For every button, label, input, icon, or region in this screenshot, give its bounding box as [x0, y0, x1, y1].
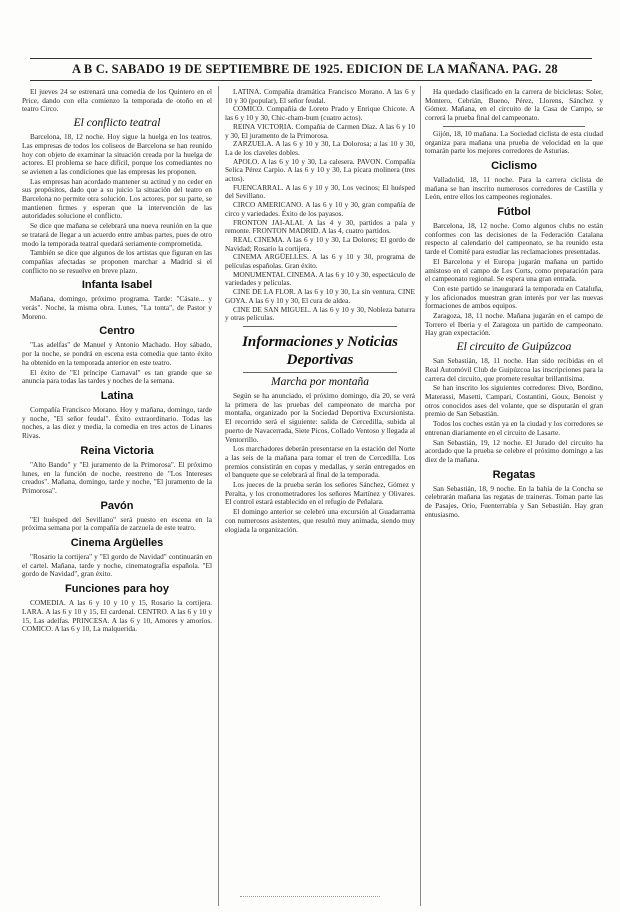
- listing: COMICO. Compañía de Loreto Prado y Enrique Chicote. A las 6 y 10 y 30, Chic-cham-bum (cuatro actos).: [225, 104, 415, 123]
- paragraph: Mañana, domingo, próximo programa. Tarde: "Cásate... y verás". Noche, la misma obra. Lunes, "La tonta", de Pastor y Moreno.: [22, 294, 212, 321]
- paragraph: San Sebastián, 18, 9 noche. En la bahía de la Concha se celebrarán mañana las regatas de traineras. Toman parte las de Pasajes, Orio, Fuenterrabía y San Sebastián. Hay gran entusiasmo.: [425, 483, 603, 519]
- paragraph: El domingo anterior se celebró una excursión al Guadarrama con numerosos asistentes, que resultó muy animada, siendo muy elogiada la organización.: [225, 507, 415, 534]
- paragraph: El éxito de "El príncipe Carnaval" es tan grande que se anuncia para todas las tardes y noches de la semana.: [22, 367, 212, 386]
- paragraph: "Rosario la cortijera" y "El gordo de Navidad" continuarán en el cartel. Mañana, tarde y noche, cinematografía española. "El gordo de Navidad", gran éxito.: [22, 552, 212, 579]
- header-bottom-rule: [30, 80, 592, 81]
- paragraph: Ha quedado clasificado en la carrera de bicicletas: Soler, Montero, Cebrián, Bueno, Pérez, Llorens, Sánchez y Gómez. Mañana, en el circuito de la Casa de Campo, se correrá la prueba final del campeonato.: [425, 88, 603, 123]
- section-title: Reina Victoria: [80, 444, 154, 457]
- section-title: El circuito de Guipúzcoa: [456, 341, 572, 354]
- paragraph: "Alto Bando" y "El juramento de la Primorosa". El próximo lunes, en la función de noche, reestreno de "Los Intereses creados". Mañana, domingo, tarde y noche, "El juramento de la Primorosa".: [22, 459, 212, 495]
- paragraph: Los jueces de la prueba serán los señores Sánchez, Gómez y Peralta, y los cronometradores los señores Martínez y Olivares. El control estará establecido en el refugio de Peñalara.: [225, 480, 415, 507]
- paragraph: Según se ha anunciado, el próximo domingo, día 20, se verá la primera de las pruebas del campeonato de marcha por montaña, organizado por la Sociedad Deportiva Excursionista. El recorrido será el siguiente: salida de Cercedilla, subida al puerto de Navacerrada, Siete Picos, Collado Ventoso y llegada al Ventorrillo.: [225, 390, 415, 444]
- listing: CINE DE SAN MIGUEL. A las 6 y 10 y 30, Nobleza baturra y otras películas.: [225, 304, 415, 323]
- divider: [443, 126, 585, 127]
- section-title: Fútbol: [497, 206, 531, 219]
- listing: FRONTON JAI-ALAI. A las 4 y 30, partidos a pala y remonte. FRONTON MADRID. A las 4, cuatro partidos.: [225, 217, 415, 236]
- paragraph: Barcelona, 18, 12 noche. Como algunos clubs no están conformes con las decisiones de la Federación Catalana respecto al calendario del campeonato, se ha reunido esta tarde el Comité para estudiar las reclamaciones presentadas.: [425, 221, 603, 257]
- listing: MONUMENTAL CINEMA. A las 6 y 10 y 30, espectáculo de variedades y películas.: [225, 269, 415, 288]
- divider: [243, 326, 397, 327]
- paragraph: El jueves 24 se estrenará una comedia de los Quintero en el Price, dando con ella comienzo la temporada de otoño en el teatro Circo.: [22, 88, 212, 114]
- paragraph: San Sebastián, 19, 12 noche. El Jurado del circuito ha acordado que la prueba se celebre el próximo domingo a las diez de la mañana.: [425, 437, 603, 464]
- section-title: Funciones para hoy: [65, 583, 169, 596]
- paragraph: Zaragoza, 18, 11 noche. Mañana jugarán en el campo de Torrero el Iberia y el Zaragoza un partido de campeonato. Hay gran expectación.: [425, 311, 603, 338]
- paragraph: Con este partido se inaugurará la temporada en Cataluña, y los aficionados muestran gran interés por ver las nuevas formaciones de ambos equipos.: [425, 283, 603, 311]
- paragraph: San Sebastián, 18, 11 noche. Han sido recibidas en el Real Automóvil Club de Guipúzcoa las inscripciones para la carrera del circuito, que promete resultar brillantísima.: [425, 356, 603, 383]
- section-title: Ciclismo: [491, 159, 537, 172]
- column-separator-1: [218, 86, 219, 906]
- listing: REAL CINEMA. A las 6 y 10 y 30, La Dolores; El gordo de Navidad; Rosario la cortijera.: [225, 234, 415, 253]
- listing: CINE DE LA FLOR. A las 6 y 10 y 30, La sin ventura. CINE GOYA. A las 6 y 10 y 30, El cura de aldea.: [225, 287, 415, 305]
- paragraph: Se dice que mañana se celebrará una nueva reunión en la que se tratará de llegar a un acuerdo entre ambas partes, pues de otro modo la temporada teatral quedará seriamente comprometida.: [22, 221, 212, 248]
- header-top-rule: [30, 58, 592, 59]
- paragraph: Gijón, 18, 10 mañana. La Sociedad ciclista de esta ciudad organiza para mañana una prueba de velocidad en la que tomarán parte los mejores corredores de Asturias.: [425, 128, 603, 156]
- section-title: Centro: [99, 325, 135, 338]
- paragraph: Valladolid, 18, 11 noche. Para la carrera ciclista de mañana se han inscrito numerosos corredores de Castilla y León, entre ellos los campeones regionales.: [425, 174, 603, 202]
- page-header: A B C. SABADO 19 DE SEPTIEMBRE DE 1925. EDICION DE LA MAÑANA. PAG. 28: [72, 62, 558, 76]
- section-title: Cinema Argüelles: [70, 537, 164, 550]
- paragraph: Se han inscrito los siguientes corredores: Divo, Bordino, Materassi, Masetti, Campari, Costantini, Goux, Benoist y otros conocidos ases del volante, que se disputarán el gran premio de San Sebastián.: [425, 383, 603, 419]
- paragraph: También se dice que algunos de los artistas que figuran en las compañías afectadas se proponen marchar a Madrid si el conflicto no se resuelve en breve plazo.: [22, 248, 212, 275]
- paragraph: Los marchadores deberán presentarse en la estación del Norte a las seis de la mañana para tomar el tren de Cercedilla. Los premios consistirán en copas y medallas, y serán entregados en el banquete que se celebrará al final de la temporada.: [225, 444, 415, 480]
- listing: CINEMA ARGÜELLES. A las 6 y 10 y 30, programa de películas españolas. Gran éxito.: [225, 252, 415, 271]
- listing: APOLO. A las 6 y 10 y 30, La calesera. PAVON. Compañía Selica Pérez Carpio. A las 6 y 10 y 30, La pícara molinera (tres actos).: [225, 156, 415, 184]
- section-title: Infanta Isabel: [81, 279, 153, 292]
- section-title: Latina: [100, 389, 134, 402]
- section-title: El conflicto teatral: [73, 117, 161, 130]
- listing: FUENCARRAL. A las 6 y 10 y 30, Los vecinos; El huésped del Sevillano.: [225, 182, 415, 201]
- section-title: Pavón: [100, 499, 134, 512]
- listing: REINA VICTORIA. Compañía de Carmen Díaz. A las 6 y 10 y 30, El juramento de la Primorosa.: [225, 121, 415, 140]
- paragraph: El Barcelona y el Europa jugarán mañana un partido amistoso en el campo de Les Corts, como preparación para el campeonato regional. Se espera una gran entrada.: [425, 256, 603, 284]
- column-separator-2: [420, 86, 421, 906]
- paragraph: Las empresas han acordado mantener su actitud y no ceder en sus propósitos, dado que a su juicio la situación del teatro en Barcelona no permite otra solución. Los actores, por su parte, se mantienen firmes y esperan que la intervención de las autoridades solucione el conflicto.: [22, 176, 212, 221]
- listing: ZARZUELA. A las 6 y 10 y 30, La Dolorosa; a las 10 y 30, La de los claveles dobles.: [225, 139, 415, 157]
- section-title: Marcha por montaña: [271, 375, 369, 388]
- paragraph: "Las adelfas" de Manuel y Antonio Machado. Hoy sábado, por la noche, se pondrá en escena esta comedia que tanto éxito ha obtenido en la temporada anterior en este teatro.: [22, 340, 212, 367]
- paragraph: "El huésped del Sevillano" será puesto en escena en la próxima semana por la compañía de zarzuela de este teatro.: [22, 514, 212, 533]
- paragraph: Todos los coches están ya en la ciudad y los corredores se entrenan diariamente en el circuito de Lasarte.: [425, 419, 603, 437]
- section-title: Regatas: [492, 468, 536, 481]
- paragraph: COMEDIA. A las 6 y 10 y 10 y 15, Rosario la cortijera. LARA. A las 6 y 10 y 15, El cardenal. CENTRO. A las 6 y 10 y 15, Las adelfas. PRINCESA. A las 6 y 10, Amores y amoríos. COMICO. A las 6 y 10, La malquerida.: [22, 598, 212, 634]
- sports-section-title: Informaciones y Noticias Deportivas: [242, 333, 398, 368]
- column-2: [225, 88, 415, 900]
- footer-divider: [240, 896, 380, 897]
- column-1: [22, 88, 212, 900]
- paragraph: Compañía Francisco Morano. Hoy y mañana, domingo, tarde y noche, "El señor feudal". Éxito extraordinario. Todas las noches, a las diez y media, la comedia en tres actos de Linares Rivas.: [22, 404, 212, 441]
- listing: LATINA. Compañía dramática Francisco Morano. A las 6 y 10 y 30 (popular), El señor feudal.: [225, 88, 415, 105]
- column-3: [425, 88, 603, 900]
- paragraph: Barcelona, 18, 12 noche. Hoy sigue la huelga en los teatros. Las empresas de todos los coliseos de Barcelona se han reunido hoy con objeto de examinar la situación creada por la huelga de actores. El problema se hace difícil, porque los comediantes no se avienen a las condiciones que las empresas les proponen.: [22, 132, 212, 176]
- listing: CIRCO AMERICANO. A las 6 y 10 y 30, gran compañía de circo y variedades. Éxito de los payasos.: [225, 200, 415, 218]
- divider: [243, 372, 397, 373]
